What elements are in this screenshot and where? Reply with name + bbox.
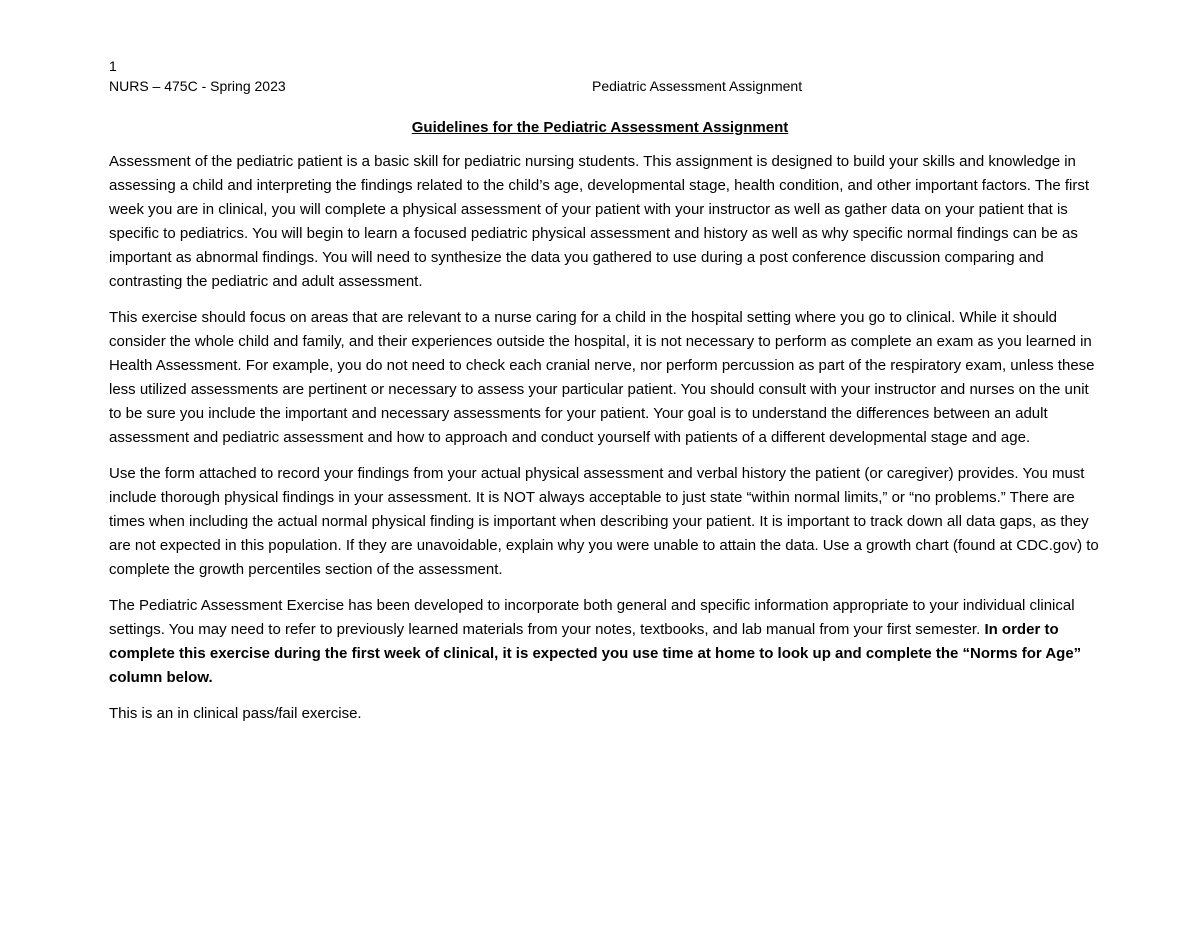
paragraph-form-instructions: Use the form attached to record your findings from your actual physical assessment and verbal history the patient (or caregiver) provides. You must include thorough physical findings in your assessment. It is NOT always acceptable to just state “within normal limits,” or “no problems.” There are times when including the actual normal physical finding is important when describing your patient. It is important to track down all data gaps, as they are not expected in this population. If they are unavoidable, explain why you were unable to attain the data. Use a growth chart (found at CDC.gov) to complete the growth percentiles section of the assessment.: [109, 465, 1099, 578]
header-course: NURS – 475C - Spring 2023: [109, 78, 286, 94]
exercise-info-text: The Pediatric Assessment Exercise has been developed to incorporate both general and specific information appropriate to your individual clinical settings. You may need to refer to previously learned materials from your notes, textbooks, and lab manual from your first semester.: [109, 597, 1075, 638]
paragraph-exercise-info: [109, 594, 1099, 690]
page-number: 1: [109, 58, 117, 74]
paragraph-focus: This exercise should focus on areas that are relevant to a nurse caring for a child in the hospital setting where you go to clinical. While it should consider the whole child and family, and their experiences outside the hospital, it is not necessary to perform as complete an exam as you learned in Health Assessment. For example, you do not need to check each cranial nerve, nor perform percussion as part of the respiratory exam, unless these less utilized assessments are pertinent or necessary to assess your particular patient. You should consult with your instructor and nurses on the unit to be sure you include the important and necessary assessments for your patient. Your goal is to understand the differences between an adult assessment and pediatric assessment and how to approach and conduct yourself with patients of a different developmental stage and age.: [109, 309, 1095, 446]
paragraph-pass-fail: This is an in clinical pass/fail exercise.: [109, 705, 362, 722]
document-body: [109, 150, 1099, 738]
exercise-info-emphasis: In order to complete this exercise during the first week of clinical, it is expected you use time at home to look up and complete the “Norms for Age” column below.: [109, 621, 1082, 686]
page-title: Guidelines for the Pediatric Assessment Assignment: [411, 119, 789, 136]
header-document-name: Pediatric Assessment Assignment: [592, 78, 803, 94]
paragraph-intro: Assessment of the pediatric patient is a basic skill for pediatric nursing students. This assignment is designed to build your skills and knowledge in assessing a child and interpreting the findings related to the child’s age, developmental stage, health condition, and other important factors. The first week you are in clinical, you will complete a physical assessment of your patient with your instructor as well as gather data on your patient that is specific to pediatrics. You will begin to learn a focused pediatric physical assessment and history as well as why specific normal findings can be as important as abnormal findings. You will need to synthesize the data you gathered to use during a post conference discussion comparing and contrasting the pediatric and adult assessment.: [109, 153, 1090, 290]
